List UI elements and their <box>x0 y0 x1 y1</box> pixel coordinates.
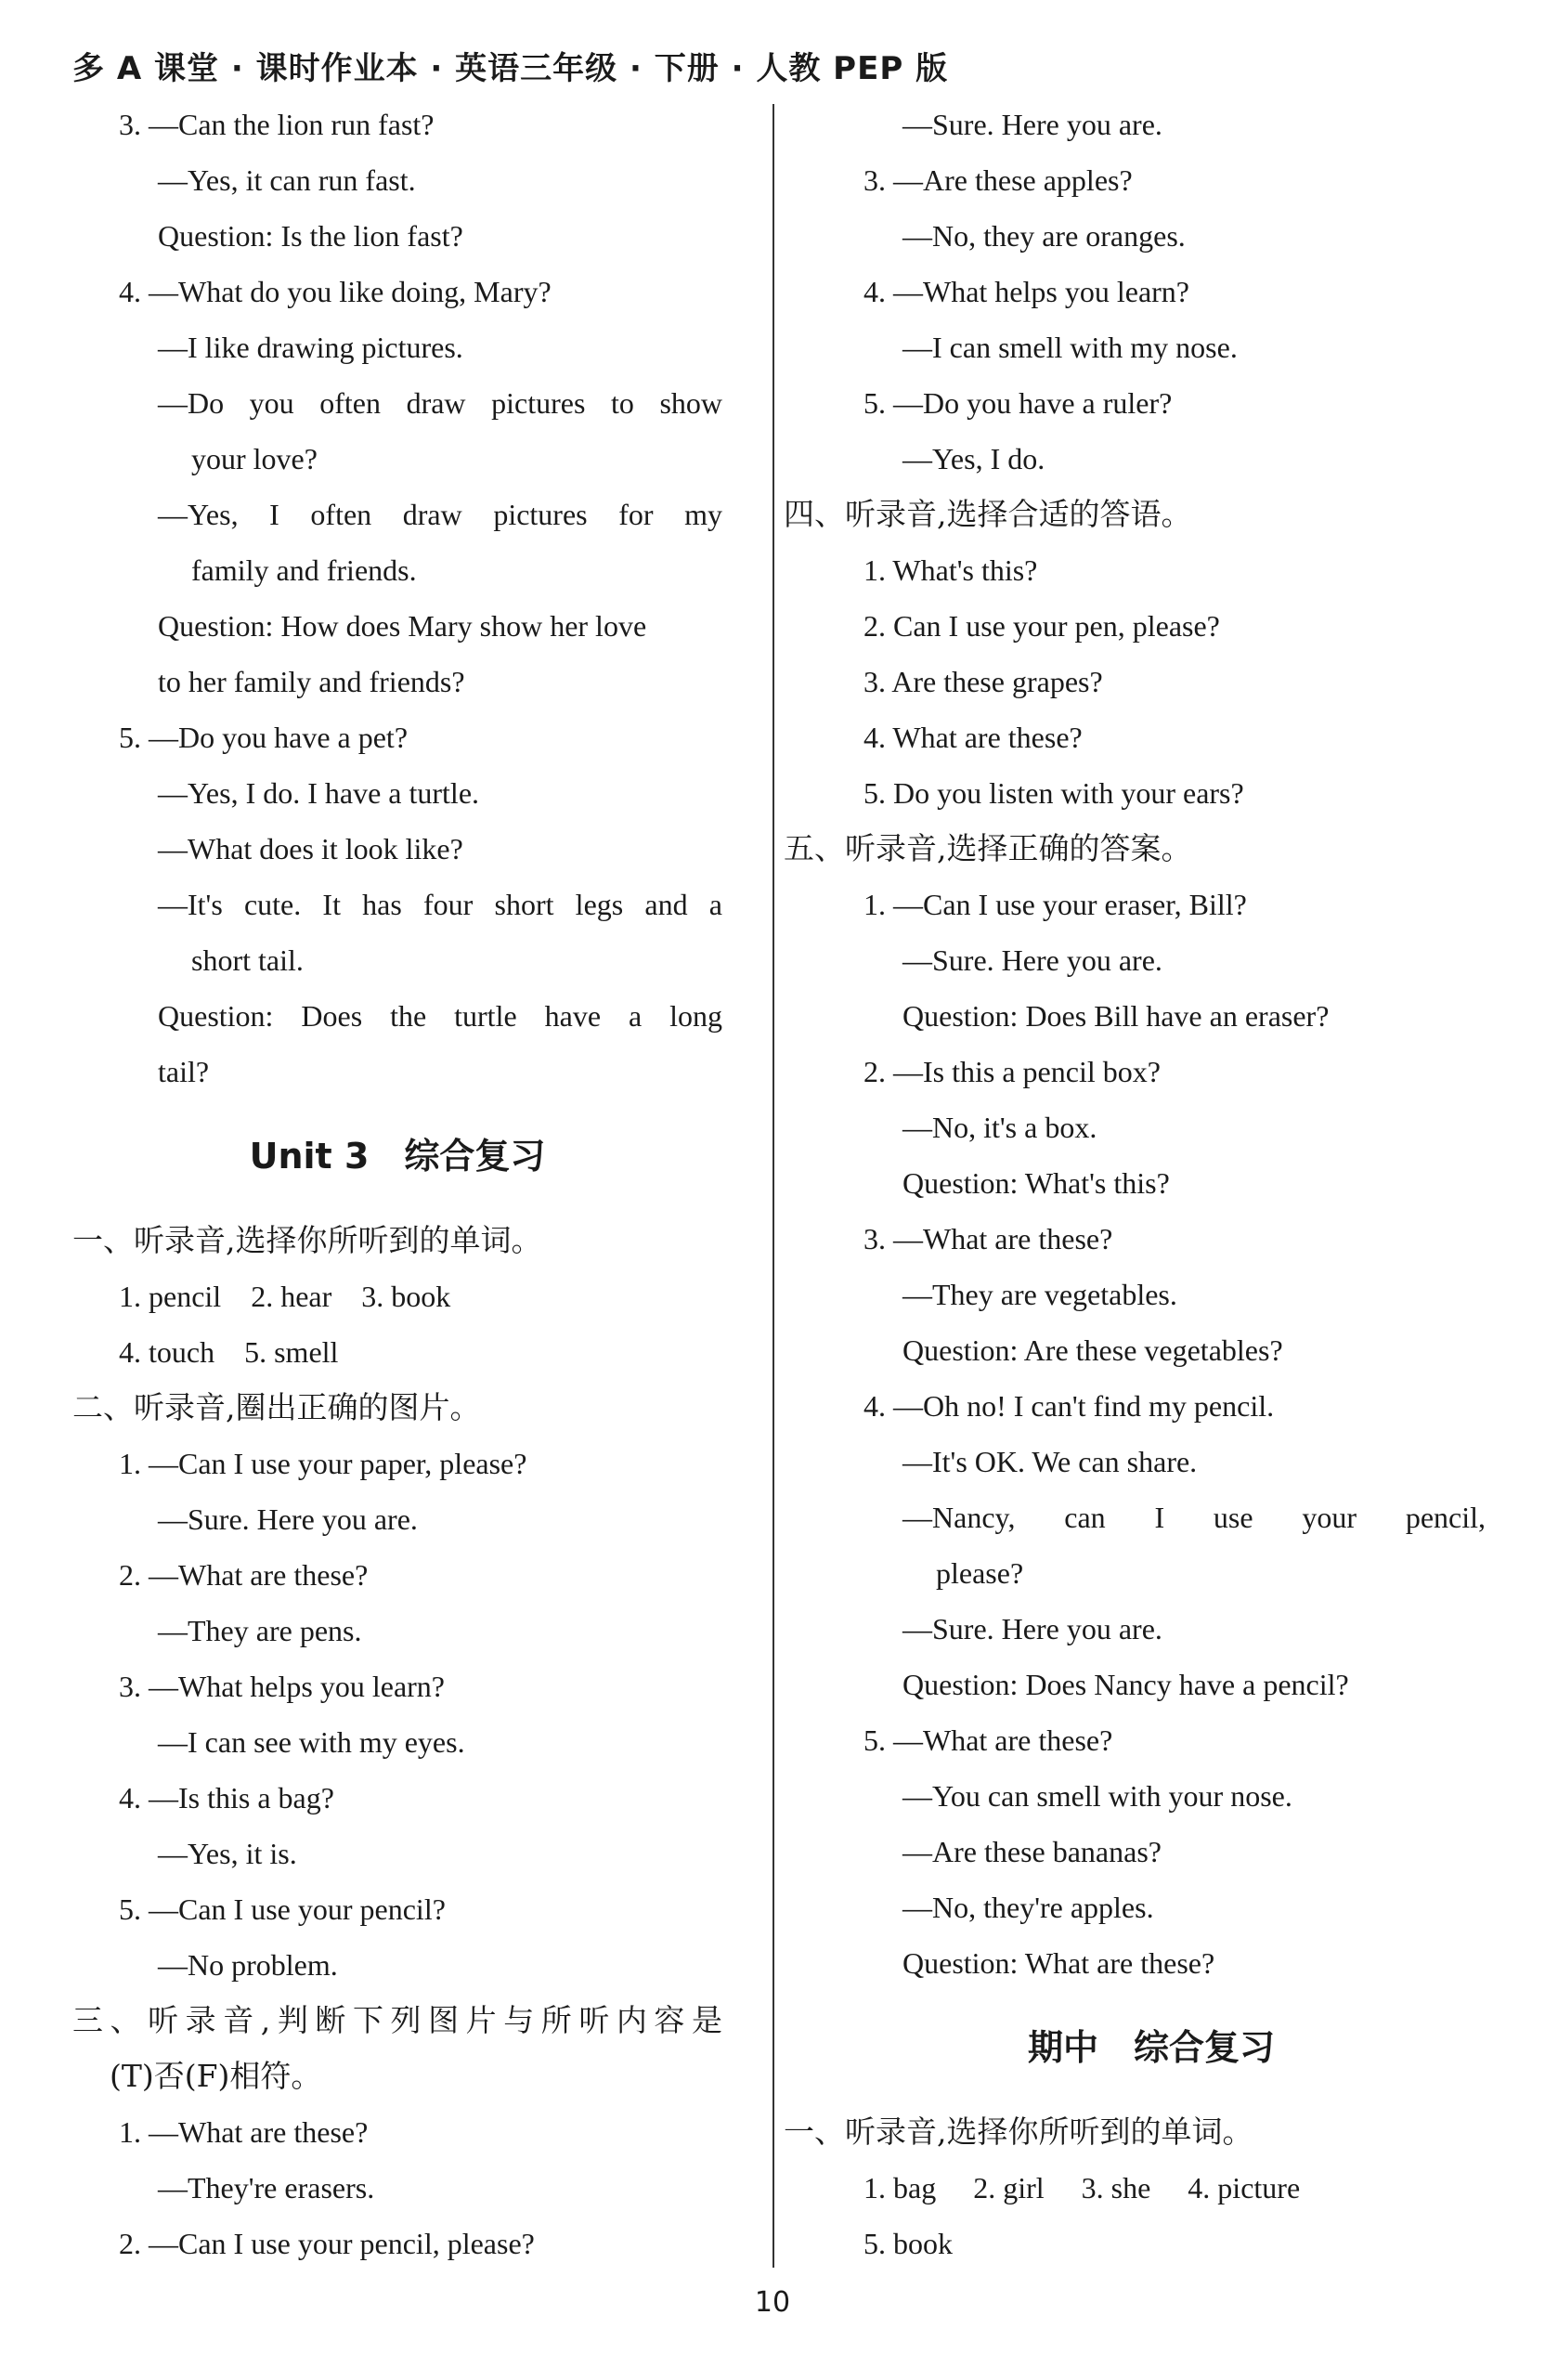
exercise-instruction: (T)否(F)相符。 <box>110 2058 322 2094</box>
text-line: Question: How does Mary show her love <box>158 609 647 643</box>
text-line: short tail. <box>191 943 304 977</box>
text-line: —They are pens. <box>158 1614 362 1647</box>
exercise-instruction: 一、听录音,选择你所听到的单词。 <box>784 2113 1253 2150</box>
text-line: 5. book <box>863 2227 953 2260</box>
page-number: 10 <box>754 2286 791 2319</box>
exercise-instruction: 四、听录音,选择合适的答语。 <box>784 496 1192 532</box>
text-line: —It's cute. It has four short legs and a <box>158 888 722 921</box>
page-header: 多 A 课堂 · 课时作业本 · 英语三年级 · 下册 · 人教 PEP 版 <box>72 50 949 87</box>
text-line: 3. —What are these? <box>863 1222 1113 1255</box>
section-heading: Unit 3 综合复习 <box>249 1136 546 1177</box>
text-line: 2. —Can I use your pencil, please? <box>119 2227 535 2260</box>
text-line: to her family and friends? <box>158 665 465 698</box>
text-line: —Sure. Here you are. <box>902 108 1162 141</box>
exercise-instruction: 一、听录音,选择你所听到的单词。 <box>72 1222 542 1258</box>
text-line: —What does it look like? <box>158 832 463 865</box>
column-divider <box>772 104 774 2268</box>
text-line: 5. —Can I use your pencil? <box>119 1892 446 1926</box>
text-line: —Sure. Here you are. <box>902 943 1162 977</box>
text-line: Question: Does Nancy have a pencil? <box>902 1668 1349 1701</box>
text-line: —Are these bananas? <box>902 1835 1162 1868</box>
text-line: your love? <box>191 442 318 475</box>
exercise-instruction: 五、听录音,选择正确的答案。 <box>784 830 1192 866</box>
text-line: —It's OK. We can share. <box>902 1445 1198 1478</box>
text-line: 4. —What do you like doing, Mary? <box>119 275 552 308</box>
text-line: 3. —Are these apples? <box>863 163 1133 197</box>
text-line: 3. —What helps you learn? <box>119 1670 445 1703</box>
text-line: 4. —What helps you learn? <box>863 275 1189 308</box>
text-line: —I can smell with my nose. <box>902 331 1238 364</box>
text-line: Question: Does Bill have an eraser? <box>902 999 1330 1033</box>
text-line: 1. What's this? <box>863 553 1038 587</box>
text-line: Question: Are these vegetables? <box>902 1333 1283 1367</box>
text-line: —No, they're apples. <box>902 1891 1154 1924</box>
text-line: —Yes, it can run fast. <box>158 163 416 197</box>
text-line: —No problem. <box>158 1948 338 1982</box>
text-line: Question: What's this? <box>902 1166 1170 1200</box>
text-line: Question: Is the lion fast? <box>158 219 463 253</box>
text-line: 4. What are these? <box>863 721 1083 754</box>
text-line: 4. —Oh no! I can't find my pencil. <box>863 1389 1275 1423</box>
text-line: —You can smell with your nose. <box>902 1779 1292 1813</box>
text-line: 5. —Do you have a ruler? <box>863 386 1173 420</box>
exercise-instruction: 三、听录音,判断下列图片与所听内容是 <box>72 2002 722 2038</box>
text-line: —Sure. Here you are. <box>158 1502 418 1536</box>
text-line: Question: Does the turtle have a long <box>158 999 722 1033</box>
right-column <box>784 97 1486 2271</box>
text-line: 3. —Can the lion run fast? <box>119 108 435 141</box>
text-line: —No, it's a box. <box>902 1111 1097 1144</box>
text-line: 4. —Is this a bag? <box>119 1781 334 1814</box>
exercise-instruction: 二、听录音,圈出正确的图片。 <box>72 1389 481 1425</box>
text-line: 1. —What are these? <box>119 2115 369 2149</box>
text-line: 5. —What are these? <box>863 1723 1113 1757</box>
text-line: 1. —Can I use your paper, please? <box>119 1447 527 1480</box>
text-line: —Yes, I do. <box>902 442 1045 475</box>
text-line: please? <box>936 1556 1024 1590</box>
text-line: 1. bag 2. girl 3. she 4. picture <box>863 2171 1301 2204</box>
text-line: 4. touch 5. smell <box>119 1335 339 1369</box>
text-line: 2. —What are these? <box>119 1558 369 1592</box>
text-line: 1. pencil 2. hear 3. book <box>119 1280 451 1313</box>
text-line: Question: What are these? <box>902 1946 1215 1980</box>
text-line: —Yes, I often draw pictures for my <box>158 498 722 531</box>
text-line: family and friends. <box>191 553 417 587</box>
text-line: 5. —Do you have a pet? <box>119 721 409 754</box>
left-column <box>72 97 722 2271</box>
text-line: —They are vegetables. <box>902 1278 1177 1311</box>
text-line: 5. Do you listen with your ears? <box>863 776 1244 810</box>
section-heading: 期中 综合复习 <box>1027 2027 1275 2068</box>
text-line: —Yes, I do. I have a turtle. <box>158 776 480 810</box>
text-line: —No, they are oranges. <box>902 219 1186 253</box>
text-line: 1. —Can I use your eraser, Bill? <box>863 888 1247 921</box>
text-line: —Sure. Here you are. <box>902 1612 1162 1645</box>
text-line: 2. —Is this a pencil box? <box>863 1055 1161 1088</box>
text-line: tail? <box>158 1055 210 1088</box>
text-line: —Yes, it is. <box>158 1837 297 1870</box>
text-line: 2. Can I use your pen, please? <box>863 609 1220 643</box>
text-line: 3. Are these grapes? <box>863 665 1103 698</box>
text-line: —Do you often draw pictures to show <box>158 386 722 420</box>
text-line: —I can see with my eyes. <box>158 1725 465 1759</box>
text-line: —They're erasers. <box>158 2171 375 2204</box>
text-line: —Nancy, can I use your pencil, <box>902 1501 1486 1534</box>
text-line: —I like drawing pictures. <box>158 331 463 364</box>
